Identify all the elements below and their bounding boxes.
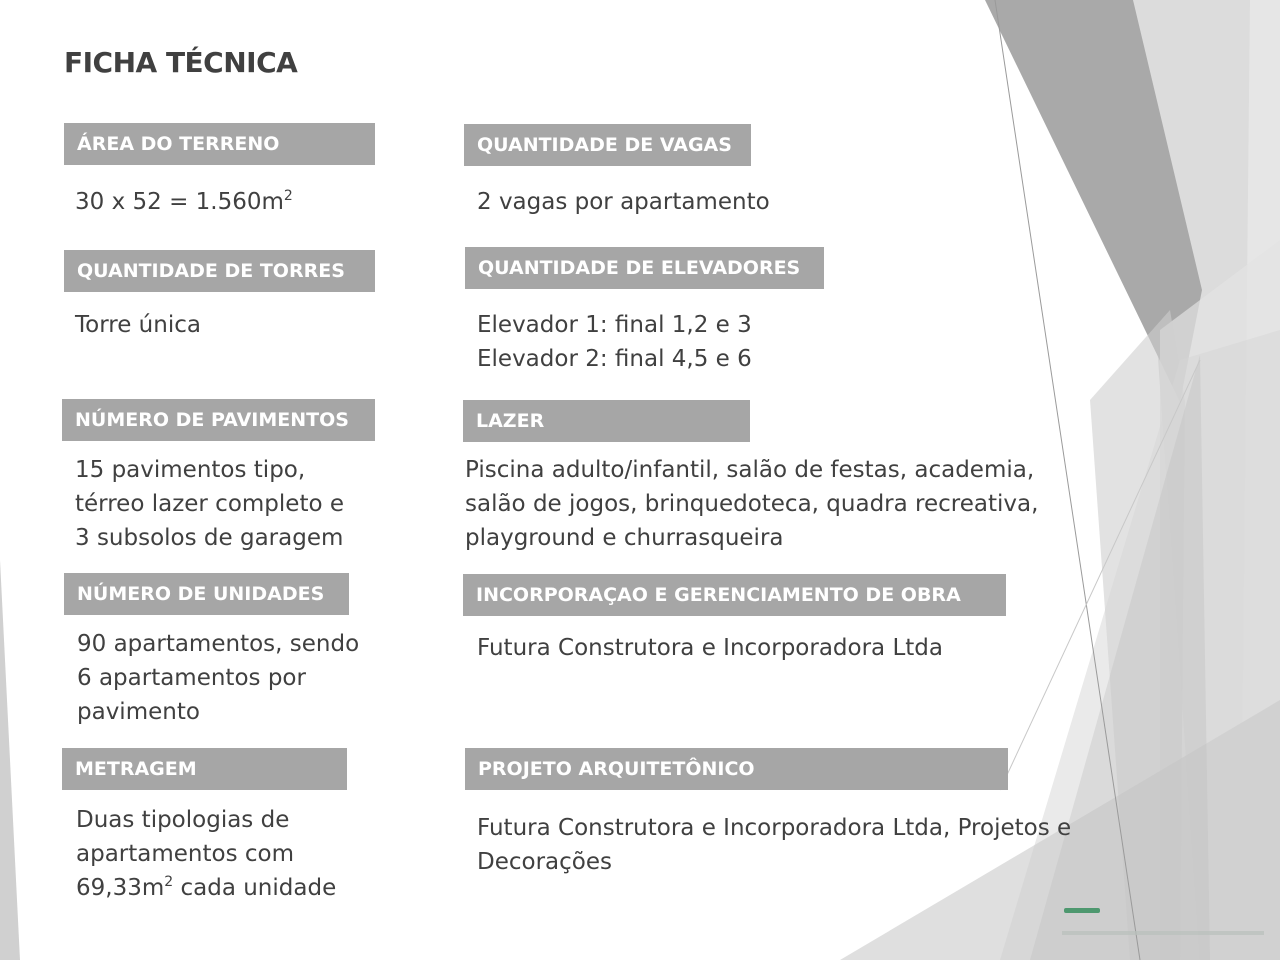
area-text: 30 x 52 = 1.560m bbox=[75, 189, 284, 215]
metragem-value bbox=[76, 803, 336, 905]
text-line: Elevador 1: final 1,2 e 3 bbox=[477, 312, 752, 338]
text-line: Decorações bbox=[477, 849, 612, 875]
text-line: 90 apartamentos, sendo bbox=[77, 631, 360, 657]
incorporacao-header: INCORPORAÇAO E GERENCIAMENTO DE OBRA bbox=[463, 574, 1006, 616]
page-title: FICHA TÉCNICA bbox=[64, 46, 298, 79]
text-line: 3 subsolos de garagem bbox=[75, 525, 344, 551]
text-line: térreo lazer completo e bbox=[75, 491, 344, 517]
metragem-suffix: cada unidade bbox=[173, 875, 337, 901]
torres-header: QUANTIDADE DE TORRES bbox=[64, 250, 375, 292]
metragem-header: METRAGEM bbox=[62, 748, 347, 790]
text-line: salão de jogos, brinquedoteca, quadra recreativa, bbox=[465, 491, 1039, 517]
projeto-header: PROJETO ARQUITETÔNICO bbox=[465, 748, 1008, 790]
text-line: Duas tipologias de bbox=[76, 807, 290, 833]
area-value bbox=[75, 185, 293, 219]
elevadores-value bbox=[477, 308, 752, 376]
text-line: pavimento bbox=[77, 699, 200, 725]
metragem-sup: 2 bbox=[164, 874, 174, 890]
unidades-header: NÚMERO DE UNIDADES bbox=[64, 573, 349, 615]
company-logo-tagline bbox=[1062, 931, 1264, 935]
text-line bbox=[76, 871, 336, 905]
text-line: Futura Construtora e Incorporadora Ltda, Projetos e bbox=[477, 815, 1072, 841]
unidades-value bbox=[77, 627, 359, 729]
text-line: apartamentos com bbox=[76, 841, 294, 867]
area-header: ÁREA DO TERRENO bbox=[64, 123, 375, 165]
text-line: Piscina adulto/infantil, salão de festas, academia, bbox=[465, 457, 1035, 483]
text-line: playground e churrasqueira bbox=[465, 525, 784, 551]
incorporacao-value: Futura Construtora e Incorporadora Ltda bbox=[477, 635, 943, 661]
metragem-number: 69,33m bbox=[76, 875, 165, 901]
elevadores-header: QUANTIDADE DE ELEVADORES bbox=[465, 247, 824, 289]
area-sup: 2 bbox=[283, 188, 293, 204]
company-logo bbox=[1064, 908, 1100, 913]
lazer-value bbox=[465, 453, 1038, 555]
text-line: 15 pavimentos tipo, bbox=[75, 457, 306, 483]
projeto-value bbox=[477, 811, 1071, 879]
text-line: 6 apartamentos por bbox=[77, 665, 306, 691]
pavimentos-header: NÚMERO DE PAVIMENTOS bbox=[62, 399, 375, 441]
torres-value: Torre única bbox=[75, 312, 201, 338]
pavimentos-value bbox=[75, 453, 344, 555]
lazer-header: LAZER bbox=[463, 400, 750, 442]
vagas-header: QUANTIDADE DE VAGAS bbox=[464, 124, 751, 166]
text-line: Elevador 2: final 4,5 e 6 bbox=[477, 346, 752, 372]
vagas-value: 2 vagas por apartamento bbox=[477, 189, 770, 215]
